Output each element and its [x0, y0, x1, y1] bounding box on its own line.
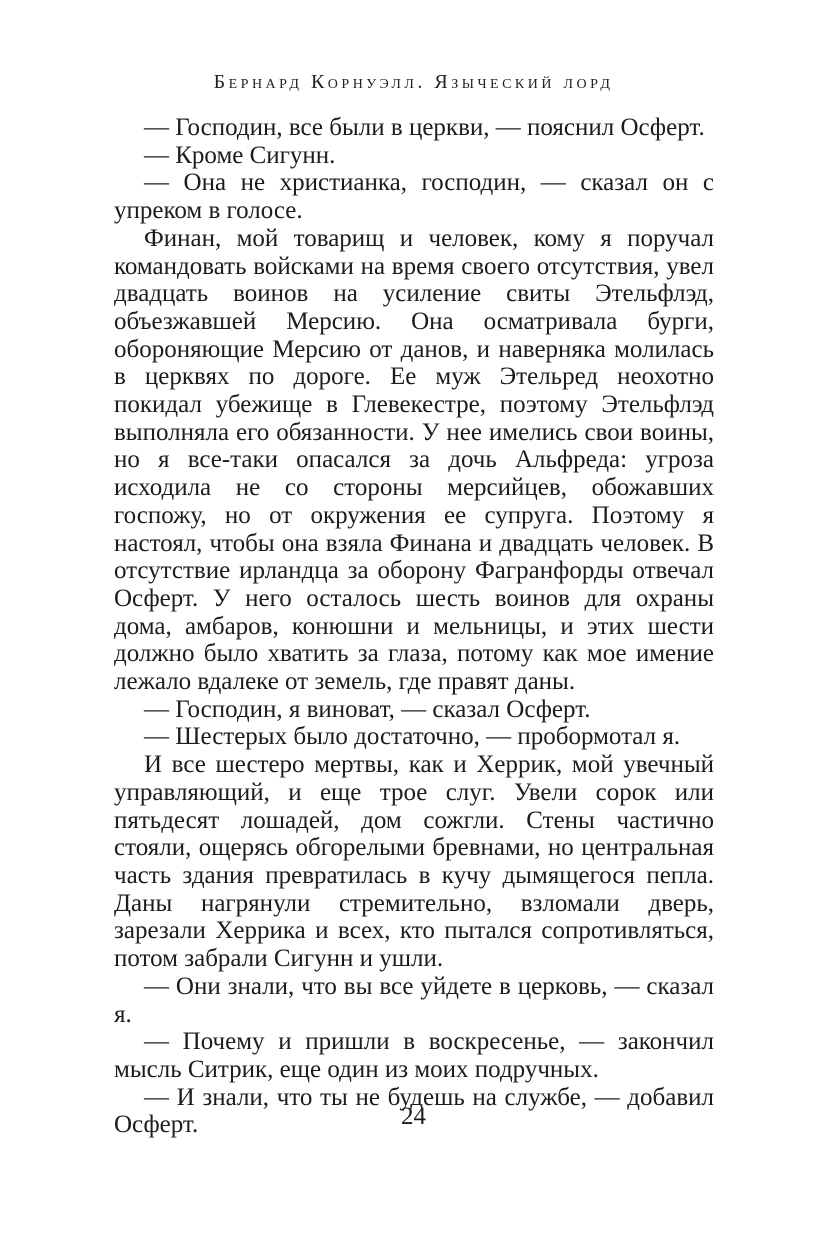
dialogue-paragraph: — И знали, что ты не будешь на службе, — добавил Осферт. [114, 1083, 714, 1139]
dialogue-paragraph: — Она не христианка, господин, — сказал он с упреком в голосе. [114, 169, 714, 225]
dialogue-paragraph: — Почему и пришли в воскресенье, — закончил мысль Ситрик, еще один из моих подручных. [114, 1028, 714, 1083]
narrative-paragraph: И все шестеро мертвы, как и Херрик, мой увечный управляющий, и еще трое слуг. Увели сорок или пятьдесят лошадей, дом сожгли. Стены частично стояли, ощерясь обгорелыми бревнами, но центральная часть здания превратилась в кучу дымящегося пепла. Даны нагрянули стремительно, взломали дверь, зарезали Херрика и всех, кто пытался сопротивляться, потом забрали Сигунн и ушли. [114, 751, 714, 973]
dialogue-paragraph: — Шестерых было достаточно, — пробормотал я. [144, 723, 681, 751]
page-body [114, 114, 714, 1139]
running-header: Бернард Корнуэлл. Языческий лорд [213, 71, 614, 93]
dialogue-paragraph: — Господин, все были в церкви, — пояснил Осферт. [144, 114, 705, 141]
page-number: 24 [401, 1103, 426, 1130]
dialogue-paragraph: — Кроме Сигунн. [144, 141, 336, 169]
narrative-paragraph: Финан, мой товарищ и человек, кому я поручал командовать войсками на время своего отсутствия, увел двадцать воинов на усиление свиты Этельфлэд, объезжавшей Мерсию. Она осматривала бурги, обороняющие Мерсию от данов, и наверняка молилась в церквях по дороге. Ее муж Этельред неохотно покидал убежище в Глевекестре, поэтому Этельфлэд выполняла его обязанности. У нее имелись свои воины, но я все-таки опасался за дочь Альфреда: угроза исходила не со стороны мерсийцев, обожавших госпожу, но от окружения ее супруга. Поэтому я настоял, чтобы она взяла Финана и двадцать человек. В отсутствие ирландца за оборону Фагранфорды отвечал Осферт. У него осталось шесть воинов для охраны дома, амбаров, конюшни и мельницы, и этих шести должно было хватить за глаза, потому как мое имение лежало вдалеке от земель, где правят даны. [114, 224, 714, 696]
dialogue-paragraph: — Они знали, что вы все уйдете в церковь, — сказал я. [114, 972, 714, 1028]
dialogue-paragraph: — Господин, я виноват, — сказал Осферт. [144, 695, 591, 723]
